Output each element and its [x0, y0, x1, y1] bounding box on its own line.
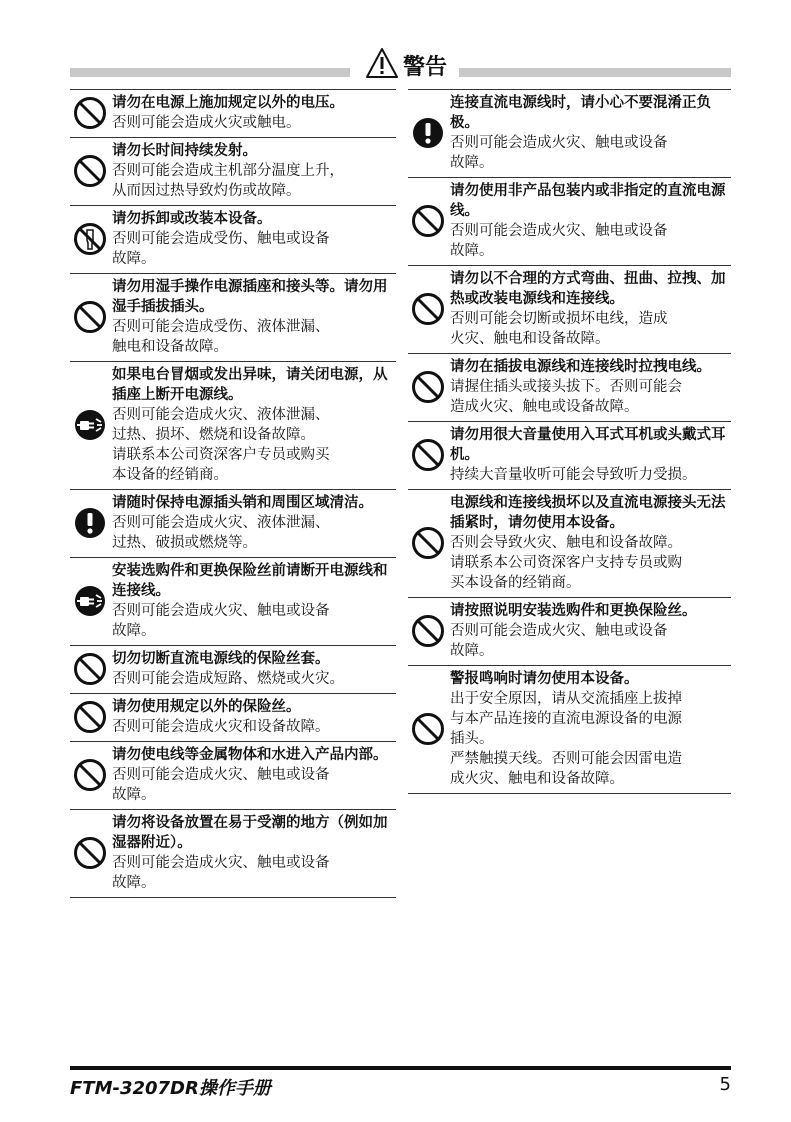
- warning-text: [448, 269, 731, 349]
- header-rule-right: [459, 68, 731, 77]
- warning-detail-line: 否则可能会造成火灾、液体泄漏、: [112, 515, 330, 531]
- warning-text: [110, 493, 396, 553]
- warning-item: [70, 557, 396, 645]
- prohibition-icon: [408, 425, 448, 485]
- warning-detail-line: 否则会导致火灾、触电和设备故障。: [450, 535, 682, 551]
- unplug-icon: [70, 561, 110, 641]
- manual-title: FTM-3207DR操作手册: [70, 1078, 271, 1099]
- warning-detail-line: 造成火灾、触电或设备故障。: [450, 399, 639, 415]
- warning-detail-line: 请联系本公司资深客户专员或购买: [112, 447, 330, 463]
- footer-rule: [70, 1066, 731, 1070]
- warning-detail-line: 否则可能会造成火灾和设备故障。: [112, 719, 330, 735]
- warning-heading: 请勿在插拔电源线和连接线时拉拽电线。: [450, 359, 711, 375]
- warning-text: [110, 561, 396, 641]
- warning-item: [408, 421, 731, 489]
- warning-detail-line: 否则可能会造成短路、燃烧或火灾。: [112, 671, 344, 687]
- warning-heading: 请勿将设备放置在易于受潮的地方（例如加湿器附近）。: [112, 815, 388, 851]
- warning-item: [408, 489, 731, 597]
- warning-detail-line: 故障。: [112, 251, 156, 267]
- warning-header: [70, 46, 731, 84]
- prohibition-icon: [408, 601, 448, 661]
- warning-item: [70, 489, 396, 557]
- warning-item: [408, 597, 731, 665]
- unplug-icon: [70, 365, 110, 485]
- warning-text: [448, 669, 731, 789]
- warning-item: [70, 361, 396, 489]
- warning-item: [408, 353, 731, 421]
- right-warning-column: [408, 89, 731, 794]
- warning-heading: 请勿用湿手操作电源插座和接头等。请勿用湿手插拔插头。: [112, 279, 388, 315]
- warning-text: [110, 365, 396, 485]
- warning-heading: 请勿用很大音量使用入耳式耳机或头戴式耳机。: [450, 427, 726, 463]
- warning-text: [448, 601, 731, 661]
- warning-detail-line: 成火灾、触电和设备故障。: [450, 771, 624, 787]
- warning-heading: 请勿以不合理的方式弯曲、扭曲、拉拽、加热或改装电源线和连接线。: [450, 271, 726, 307]
- warning-item: [70, 273, 396, 361]
- warning-heading: 请勿拆卸或改装本设备。: [112, 211, 272, 227]
- mandatory-icon: [70, 493, 110, 553]
- warning-detail-line: 否则可能会切断或损坏电线，造成: [450, 311, 668, 327]
- warning-detail-line: 过热、破损或燃烧等。: [112, 535, 257, 551]
- warning-heading: 电源线和连接线损坏以及直流电源接头无法插紧时，请勿使用本设备。: [450, 495, 726, 531]
- warning-heading: 请勿使用规定以外的保险丝。: [112, 699, 301, 715]
- warning-detail-line: 火灾、触电和设备故障。: [450, 331, 610, 347]
- warning-detail-line: 否则可能会造成主机部分温度上升，: [112, 163, 344, 179]
- prohibition-icon: [70, 813, 110, 893]
- warning-text: [110, 697, 396, 737]
- warning-detail-line: 否则可能会造成火灾、触电或设备: [450, 135, 668, 151]
- prohibition-icon: [408, 269, 448, 349]
- warning-text: [110, 745, 396, 805]
- warning-item: [408, 265, 731, 353]
- warning-text: [110, 93, 396, 133]
- warning-text: [448, 357, 731, 417]
- warning-heading: 请勿长时间持续发射。: [112, 143, 257, 159]
- prohibition-icon: [70, 93, 110, 133]
- warning-text: [110, 649, 396, 689]
- warning-detail-line: 否则可能会造成火灾、液体泄漏、: [112, 407, 330, 423]
- page-title: 警告: [402, 53, 447, 80]
- warning-heading: 警报鸣响时请勿使用本设备。: [450, 671, 639, 687]
- warning-detail-line: 与本产品连接的直流电源设备的电源: [450, 711, 682, 727]
- warning-item: [408, 177, 731, 265]
- mandatory-icon: [408, 93, 448, 173]
- warning-detail-line: 买本设备的经销商。: [450, 575, 581, 591]
- prohibition-icon: [408, 181, 448, 261]
- warning-detail-line: 插头。: [450, 731, 494, 747]
- warning-heading: 安装选购件和更换保险丝前请断开电源线和连接线。: [112, 563, 388, 599]
- prohibition-icon: [408, 493, 448, 593]
- prohibition-icon: [70, 745, 110, 805]
- warning-heading: 请按照说明安装选购件和更换保险丝。: [450, 603, 697, 619]
- warning-detail-line: 故障。: [112, 875, 156, 891]
- warning-text: [448, 493, 731, 593]
- warning-triangle-icon: [365, 47, 399, 83]
- warning-item: [70, 205, 396, 273]
- header-title-group: [356, 46, 456, 84]
- warning-detail-line: 否则可能会造成火灾、触电或设备: [112, 855, 330, 871]
- warning-detail-line: 故障。: [450, 643, 494, 659]
- warning-item: [70, 137, 396, 205]
- warning-detail-line: 过热、损坏、燃烧和设备故障。: [112, 427, 315, 443]
- warning-detail-line: 出于安全原因，请从交流插座上拔掉: [450, 691, 682, 707]
- warning-heading: 切勿切断直流电源线的保险丝套。: [112, 651, 330, 667]
- warning-detail-line: 故障。: [112, 623, 156, 639]
- warning-item: [70, 645, 396, 693]
- warning-item: [70, 741, 396, 809]
- prohibition-icon: [70, 141, 110, 201]
- warning-item: [70, 809, 396, 898]
- prohibition-icon: [70, 277, 110, 357]
- warning-text: [448, 181, 731, 261]
- warning-heading: 请勿使电线等金属物体和水进入产品内部。: [112, 747, 388, 763]
- warning-detail-line: 故障。: [112, 787, 156, 803]
- warning-detail-line: 否则可能会造成受伤、触电或设备: [112, 231, 330, 247]
- prohibition-icon: [408, 669, 448, 789]
- warning-heading: 连接直流电源线时，请小心不要混淆正负极。: [450, 95, 711, 131]
- prohibition-icon: [70, 697, 110, 737]
- prohibition-icon: [70, 649, 110, 689]
- warning-detail-line: 故障。: [450, 155, 494, 171]
- warning-heading: 请随时保持电源插头销和周围区域清洁。: [112, 495, 373, 511]
- warning-item: [408, 89, 731, 177]
- warning-heading: 请勿在电源上施加规定以外的电压。: [112, 95, 344, 111]
- warning-text: [110, 813, 396, 893]
- warning-detail-line: 触电和设备故障。: [112, 339, 228, 355]
- warning-detail-line: 否则可能会造成受伤、液体泄漏、: [112, 319, 330, 335]
- warning-detail-line: 否则可能会造成火灾、触电或设备: [112, 603, 330, 619]
- warning-heading: 请勿使用非产品包装内或非指定的直流电源线。: [450, 183, 726, 219]
- page-number: 5: [719, 1074, 731, 1095]
- no-disassembly-icon: [70, 209, 110, 269]
- warning-detail-line: 请握住插头或接头拔下。否则可能会: [450, 379, 682, 395]
- warning-detail-line: 否则可能会造成火灾或触电。: [112, 115, 301, 131]
- warning-heading: 如果电台冒烟或发出异味，请关闭电源，从插座上断开电源线。: [112, 367, 388, 403]
- prohibition-icon: [408, 357, 448, 417]
- warning-detail-line: 本设备的经销商。: [112, 467, 228, 483]
- warning-detail-line: 否则可能会造成火灾、触电或设备: [112, 767, 330, 783]
- warning-item: [70, 693, 396, 741]
- warning-text: [448, 425, 731, 485]
- warning-text: [110, 141, 396, 201]
- warning-detail-line: 否则可能会造成火灾、触电或设备: [450, 623, 668, 639]
- warning-detail-line: 严禁触摸天线。否则可能会因雷电造: [450, 751, 682, 767]
- warning-detail-line: 否则可能会造成火灾、触电或设备: [450, 223, 668, 239]
- left-warning-column: [70, 89, 396, 898]
- warning-text: [110, 209, 396, 269]
- warning-item: [408, 665, 731, 794]
- warning-detail-line: 故障。: [450, 243, 494, 259]
- warning-text: [110, 277, 396, 357]
- warning-item: [70, 89, 396, 137]
- warning-detail-line: 持续大音量收听可能会导致听力受损。: [450, 467, 697, 483]
- header-rule-left: [70, 68, 350, 77]
- warning-text: [448, 93, 731, 173]
- warning-detail-line: 从而因过热导致灼伤或故障。: [112, 183, 301, 199]
- warning-detail-line: 请联系本公司资深客户支持专员或购: [450, 555, 682, 571]
